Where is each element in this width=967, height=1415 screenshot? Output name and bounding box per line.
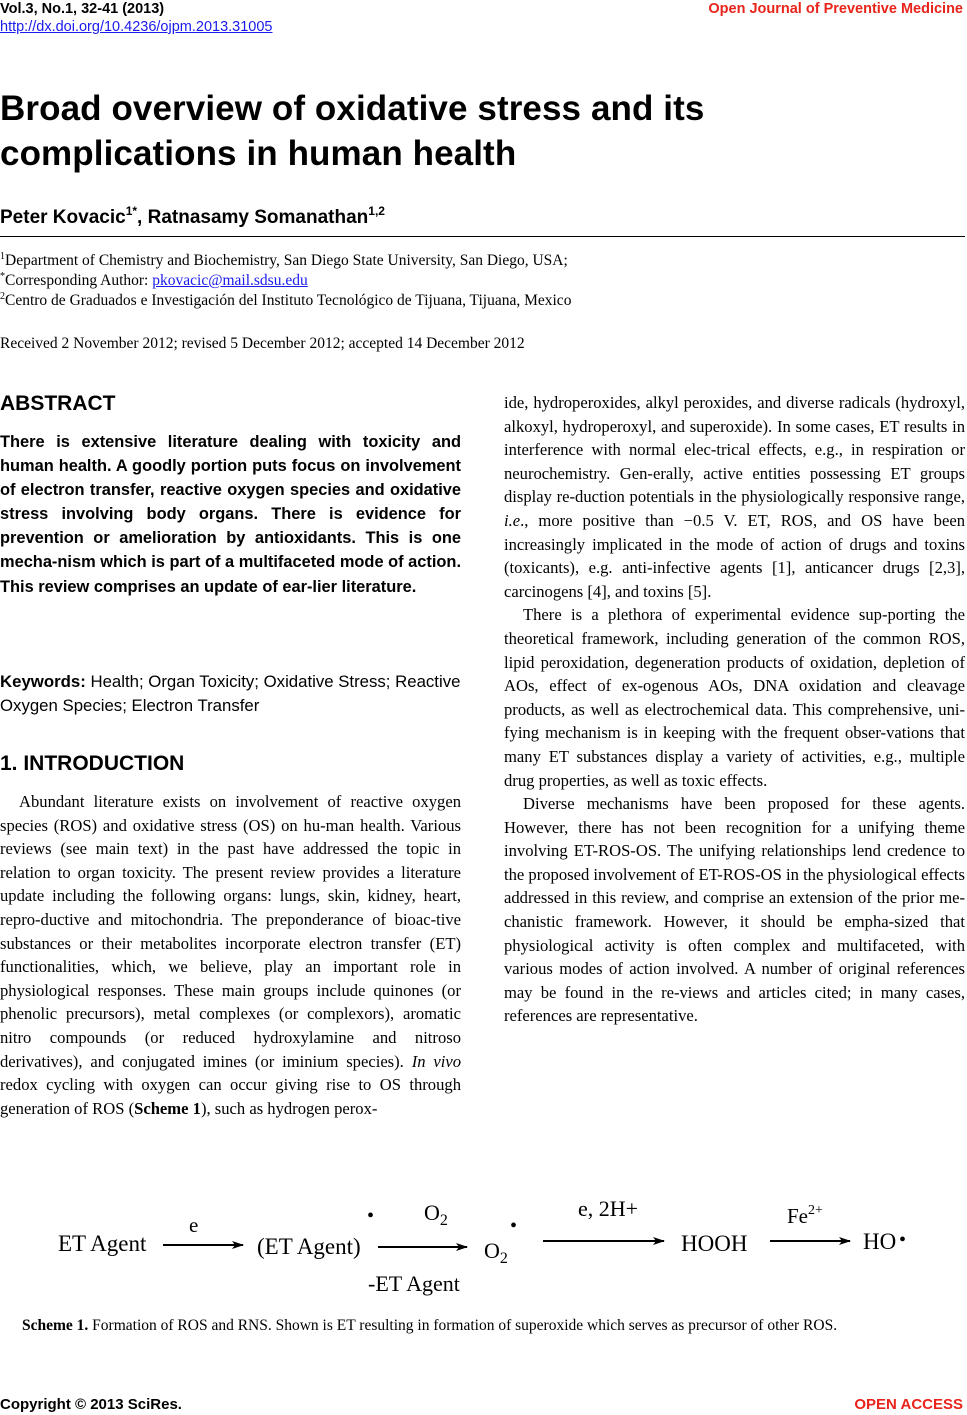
right-column <box>504 391 965 1028</box>
et-agent-label: ET Agent <box>58 1231 147 1256</box>
introduction-heading: 1. INTRODUCTION <box>0 752 185 775</box>
right-paragraph-3: Diverse mechanisms have been proposed for these agents. However, there has not been recognition for a unifying theme involving ET-ROS-OS. The unifying relationships lend credence to the proposed involvement of ET-ROS-OS in the physiological effects addressed in this review, and comprise an extension of the prior me-chanistic framework. However, it should be empha-sized that physiological activity is often complex and multifaceted, with various modes of action involved. A number of original references may be found in the re-views and articles cited; in many cases, references are representative. <box>504 794 965 1026</box>
intro-italic: In vivo <box>411 1051 462 1071</box>
superoxide-label: $O_2$ <box>484 1238 508 1267</box>
affiliation-2-marker: 2 <box>0 291 5 302</box>
right-italic: i.e <box>504 510 521 530</box>
paper-title <box>0 86 960 176</box>
keywords-text: Health; Organ Toxicity; Oxidative Stress; Reactive Oxygen Species; Electron Transfer <box>0 672 461 715</box>
electron-label: e <box>189 1213 199 1237</box>
right-paragraph-2: There is a plethora of experimental evidence sup-porting the theoretical framework, including generation of the common ROS, lipid peroxidation, degeneration products of oxidation, depletion of AOs, effect of ex-ogenous AOs, DNA oxidation and cleavage products, as well as electrochemical data. This comprehensive, uni-fying mechanism is in keeping with the frequent obser-vations that many ET substances display a variety of activities, e.g., multiple drug properties, as well as toxic effects. <box>504 605 965 790</box>
abstract-heading: ABSTRACT <box>0 392 116 415</box>
keywords-label: Keywords: <box>0 672 86 691</box>
author-1-marker: 1* <box>125 204 138 218</box>
hydroxyl-radical-label: HO <box>863 1229 897 1254</box>
introduction-body <box>0 790 461 1120</box>
scheme-diagram <box>0 1188 967 1303</box>
et-agent-radical-label: (ET Agent) <box>257 1234 361 1259</box>
right-text-b: ., more positive than −0.5 V. ET, ROS, and OS have been increasingly implicated in the mode of action of drugs and toxins (toxicants), e.g. anti-infective agents [1], anticancer drugs [2,3], carcinogens [4], and toxins [5]. <box>504 510 965 601</box>
intro-text-a: Abundant literature exists on involvement of reactive oxygen species (ROS) and oxidative stress (OS) on hu-man health. Various reviews (see main text) in the past have addressed the topic in relation to organ toxicity. The present review provides a literature update including the following organs: lungs, skin, kidney, heart, repro-ductive and mitochondria. The preponderance of bioac-tive substances or their metabolites incorporate electron transfer (ET) functionalities, which, we believe, play an important role in physiological responses. These main groups include quinones (or phenolic precursors), metal complexes (or complexors), aromatic nitro compounds (or reduced hydroxylamine and nitroso derivatives), and conjugated imines (or iminium species). <box>0 792 461 1071</box>
iron-label: $Fe^{2+}$ <box>787 1203 823 1228</box>
intro-text-c: ), such as hydrogen perox- <box>200 1098 378 1118</box>
doi-link[interactable]: http://dx.doi.org/10.4236/ojpm.2013.31005 <box>0 19 273 35</box>
abstract-body: There is extensive literature dealing with toxicity and human health. A goodly portion puts focus on involvement of electron transfer, reactive oxygen species and oxidative stress involving body organs. There is evidence for prevention or amelioration by antioxidants. This is one mecha-nism which is part of a multifaceted mode of action. This review comprises an update of ear-lier literature. <box>0 433 461 596</box>
radical-dot-1: • <box>367 1205 375 1227</box>
intro-paragraph-1 <box>0 790 461 1120</box>
hydrogen-peroxide-label: HOOH <box>681 1231 748 1256</box>
intro-text-b: redox cycling with oxygen can occur giving rise to OS through generation of ROS ( <box>0 1075 461 1118</box>
corresponding-label: Corresponding Author: <box>5 272 153 289</box>
right-text-a: ide, hydroperoxides, alkyl peroxides, and diverse radicals (hydroxyl, alkoxyl, hydroperoxyl, and superoxide). In some cases, ET results in interference with normal elec-trical effects, e.g., in respiration or neurochemistry. Gen-erally, active entities possessing ET groups display re-duction potentials in the physiologically responsive range, <box>504 393 965 507</box>
header-rule <box>0 236 965 237</box>
scheme-caption-label: Scheme 1. <box>22 1317 89 1334</box>
copyright-notice: Copyright © 2013 SciRes. <box>0 1396 182 1413</box>
affiliation-1 <box>0 250 568 272</box>
author-1: Peter Kovacic <box>0 207 126 228</box>
author-list <box>0 206 385 230</box>
author-separator: , <box>137 207 148 228</box>
electron-proton-label: e, 2H+ <box>578 1196 639 1221</box>
title-line-1: Broad overview of oxidative stress and its <box>0 89 705 128</box>
author-2-marker: 1,2 <box>368 204 385 218</box>
journal-citation: Vol.3, No.1, 32-41 (2013) <box>0 1 165 17</box>
scheme-caption-text: Formation of ROS and RNS. Shown is ET resulting in formation of superoxide which serves as precursor of other ROS. <box>88 1317 838 1334</box>
open-access-badge: OPEN ACCESS <box>854 1396 963 1413</box>
affiliation-1-marker: 1 <box>0 251 5 262</box>
author-2: Ratnasamy Somanathan <box>147 207 369 228</box>
affiliation-2-text: Centro de Graduados e Investigación del Instituto Tecnológico de Tijuana, Tijuana, Mexico <box>5 292 572 309</box>
radical-dot-2: • <box>510 1215 518 1237</box>
scheme-reference: Scheme 1 <box>134 1098 201 1118</box>
scheme-caption <box>22 1315 952 1337</box>
minus-et-agent-label: -ET Agent <box>368 1271 460 1296</box>
email-link[interactable]: pkovacic@mail.sdsu.edu <box>152 272 308 289</box>
oxygen-label: $O_2$ <box>424 1200 448 1229</box>
affiliation-2 <box>0 290 571 312</box>
received-dates: Received 2 November 2012; revised 5 December 2012; accepted 14 December 2012 <box>0 335 525 352</box>
right-paragraph-1 <box>504 391 965 603</box>
title-line-2: complications in human health <box>0 134 517 173</box>
affiliation-1-text: Department of Chemistry and Biochemistry, San Diego State University, San Diego, USA; <box>5 252 568 269</box>
keywords <box>0 670 461 718</box>
radical-dot-3: • <box>899 1229 907 1251</box>
corresponding-author <box>0 270 308 292</box>
journal-name: Open Journal of Preventive Medicine <box>708 1 963 17</box>
corresponding-marker: * <box>0 271 5 282</box>
